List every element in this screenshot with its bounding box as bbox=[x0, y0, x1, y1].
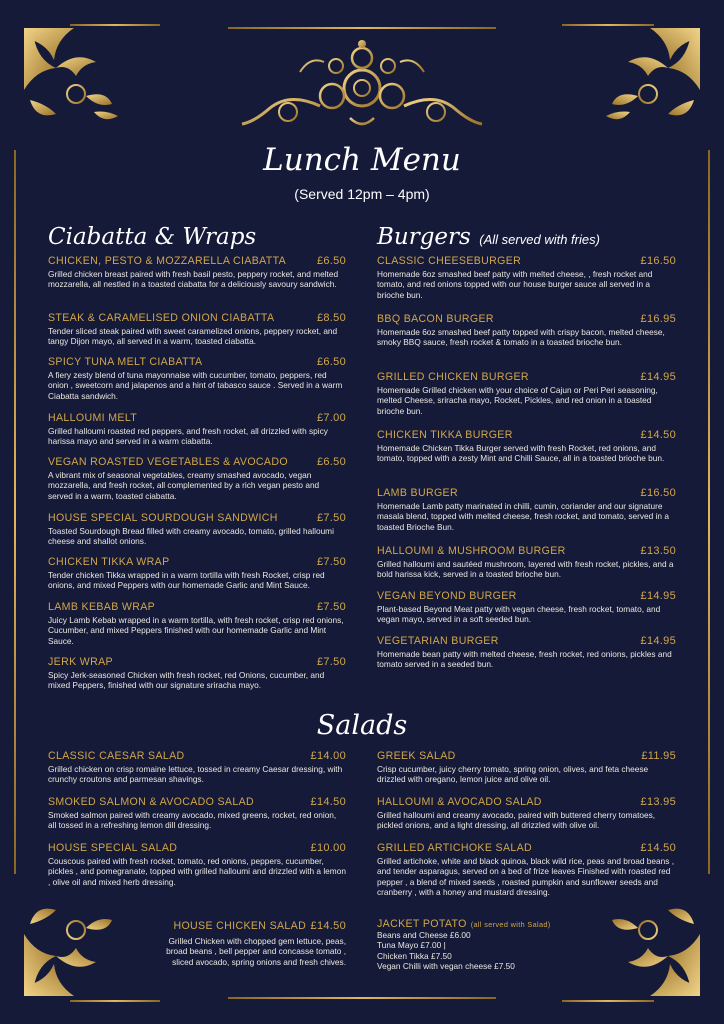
item-price: £14.95 bbox=[640, 635, 676, 647]
item-description: Homemade 6oz smashed beef patty with melted cheese, , fresh rocket and tomato, and red onions topped with our house burger sauce all served in a brioche bun. bbox=[377, 269, 653, 300]
item-price: £16.50 bbox=[640, 487, 676, 499]
menu-item bbox=[48, 356, 346, 401]
item-price: £13.50 bbox=[640, 545, 676, 557]
menu-item bbox=[377, 487, 676, 532]
item-name: CHICKEN TIKKA WRAP bbox=[48, 556, 170, 568]
header-swirl-ornament-icon bbox=[240, 36, 484, 132]
item-price: £14.95 bbox=[640, 371, 676, 383]
jacket-option: Tuna Mayo £7.00 | bbox=[377, 940, 446, 951]
jacket-option: Vegan Chilli with vegan cheese £7.50 bbox=[377, 961, 515, 972]
item-name: VEGETARIAN BURGER bbox=[377, 635, 499, 647]
menu-item bbox=[377, 313, 676, 348]
burgers-note: (All served with fries) bbox=[479, 232, 600, 247]
jacket-option: Beans and Cheese £6.00 bbox=[377, 930, 471, 940]
item-description: Homemade 6oz smashed beef patty topped with crispy bacon, melted cheese, smoky BBQ sauce, fresh rocket & tomato in a toasted brioche bun. bbox=[377, 327, 665, 348]
item-description: Spicy Jerk-seasoned Chicken with fresh rocket, red Onions, cucumber, and mixed Peppers, finished with our signature sriracha mayo. bbox=[48, 670, 325, 691]
item-description: Plant-based Beyond Meat patty with vegan cheese, fresh rocket, tomato, and vegan mayo, served in a soft seeded bun. bbox=[377, 604, 661, 625]
item-description: Grilled Chicken with chopped gem lettuce, peas, broad beans , bell pepper and concasse tomato , sliced avocado, spring onions and fresh chives. bbox=[166, 936, 346, 967]
item-price: £16.50 bbox=[640, 255, 676, 267]
item-description: Toasted Sourdough Bread filled with creamy avocado, tomato, grilled halloumi cheese and shallot onions. bbox=[48, 526, 334, 547]
item-description: Tender sliced steak paired with sweet caramelized onions, peppery rocket, and tangy Dijon mayo, all served in a warm, toasted ciabatta. bbox=[48, 326, 338, 347]
item-description: Grilled artichoke, white and black quinoa, black wild rice, peas and broad beans , and tender asparagus, served on a bed of frize leaves Finished with roasted red pepper , a blend of mixed seeds , roasted pumpkin and sunflower seeds and cranberry , with a honey and mustard dressing. bbox=[377, 856, 675, 898]
corner-flourish-top-left-icon bbox=[16, 20, 136, 130]
right-border-line bbox=[708, 150, 710, 874]
item-name: BBQ BACON BURGER bbox=[377, 313, 494, 325]
item-description: Tender chicken Tikka wrapped in a warm tortilla with fresh Rocket, crisp red onions, and mixed Peppers with our homemade Garlic and Mint Sauce. bbox=[48, 570, 325, 591]
menu-item bbox=[48, 601, 346, 646]
left-border-line bbox=[14, 150, 16, 874]
menu-item bbox=[377, 545, 676, 580]
menu-item bbox=[377, 255, 676, 300]
item-description: Grilled halloumi and sautéed mushroom, layered with fresh rocket, pickles, and a bold harissa kick, served in a toasted brioche bun. bbox=[377, 559, 674, 580]
item-name: SPICY TUNA MELT CIABATTA bbox=[48, 356, 203, 368]
item-name: HOUSE SPECIAL SALAD bbox=[48, 842, 178, 854]
menu-item bbox=[48, 512, 346, 547]
item-price: £6.50 bbox=[316, 356, 346, 368]
item-description: Homemade Chicken Tikka Burger served with fresh Rocket, red onions, and tomato, topped with a zesty Mint and Chilli Sauce, all in a toasted brioche bun. bbox=[377, 443, 665, 464]
menu-item bbox=[48, 842, 346, 887]
ciabatta-section bbox=[48, 220, 346, 700]
item-description: Homemade Grilled chicken with your choice of Cajun or Peri Peri seasoning, melted Cheese, sriracha mayo, Rocket, Pickles, and red onion in a toasted brioche bun. bbox=[377, 385, 658, 416]
item-price: £10.00 bbox=[310, 842, 346, 854]
corner-flourish-top-right-icon bbox=[588, 20, 708, 130]
item-price: £14.00 bbox=[310, 750, 346, 762]
salads-right-column bbox=[377, 750, 676, 980]
item-name: CHICKEN, PESTO & MOZZARELLA CIABATTA bbox=[48, 255, 287, 267]
item-price: £8.50 bbox=[316, 312, 346, 324]
item-price: £14.50 bbox=[640, 842, 676, 854]
item-price: £7.00 bbox=[316, 412, 346, 424]
menu-item bbox=[377, 842, 676, 898]
menu-item bbox=[48, 412, 346, 447]
item-name: STEAK & CARAMELISED ONION CIABATTA bbox=[48, 312, 275, 324]
menu-title: Lunch Menu bbox=[263, 142, 461, 178]
menu-item bbox=[48, 796, 346, 831]
jacket-option: Chicken Tikka £7.50 bbox=[377, 950, 452, 961]
menu-item bbox=[377, 635, 676, 670]
item-price: £7.50 bbox=[316, 512, 346, 524]
item-description: Grilled halloumi roasted red peppers, and fresh rocket, all drizzled with spicy harissa mayo and served in a warm ciabatta. bbox=[48, 426, 328, 447]
item-name: LAMB KEBAB WRAP bbox=[48, 601, 156, 613]
item-name: CLASSIC CAESAR SALAD bbox=[48, 750, 185, 762]
item-name: HOUSE SPECIAL SOURDOUGH SANDWICH bbox=[48, 512, 278, 524]
ciabatta-heading: Ciabatta & Wraps bbox=[48, 224, 257, 250]
item-price: £13.95 bbox=[640, 796, 676, 808]
menu-item bbox=[377, 750, 676, 785]
salads-left-column bbox=[48, 750, 346, 900]
bottom-border-line bbox=[228, 997, 496, 999]
item-price: £11.95 bbox=[641, 750, 676, 762]
item-name: HOUSE CHICKEN SALAD bbox=[173, 920, 307, 932]
item-name: JERK WRAP bbox=[48, 656, 113, 668]
burgers-section bbox=[377, 220, 676, 680]
item-description: Grilled chicken on crisp romaine lettuce, tossed in creamy Caesar dressing, with crunchy croutons and parmesan shavings. bbox=[48, 764, 343, 785]
top-border-line bbox=[228, 27, 496, 29]
item-name: HALLOUMI & MUSHROOM BURGER bbox=[377, 545, 566, 557]
item-name: HALLOUMI MELT bbox=[48, 412, 138, 424]
item-description: Juicy Lamb Kebab wrapped in a warm tortilla, with fresh rocket, crisp red onions, Cucumber, and mixed Peppers finished with our homemade Garlic and Mint Sauce. bbox=[48, 615, 344, 646]
item-price: £6.50 bbox=[316, 456, 346, 468]
item-name: GRILLED CHICKEN BURGER bbox=[377, 371, 529, 383]
item-name: CHICKEN TIKKA BURGER bbox=[377, 429, 513, 441]
item-name: SMOKED SALMON & AVOCADO SALAD bbox=[48, 796, 254, 808]
item-price: £14.50 bbox=[640, 429, 676, 441]
item-description: Grilled chicken breast paired with fresh basil pesto, peppery rocket, and melted mozzarella, all nestled in a toasted ciabatta for a deliciously savoury sandwich. bbox=[48, 269, 339, 290]
item-description: Homemade bean patty with melted cheese, fresh rocket, red onions, pickles and tomato served in a seeded bun. bbox=[377, 649, 672, 670]
house-chicken-salad bbox=[160, 916, 346, 976]
item-name: LAMB BURGER bbox=[377, 487, 458, 499]
item-description: Grilled halloumi and creamy avocado, paired with buttered cherry tomatoes, pickled onions, and a light dressing, all drizzled with olive oil. bbox=[377, 810, 656, 831]
item-price: £14.50 bbox=[310, 796, 346, 808]
menu-item bbox=[48, 456, 346, 501]
menu-item bbox=[48, 255, 346, 290]
item-price: £16.95 bbox=[640, 313, 676, 325]
menu-item bbox=[377, 371, 676, 416]
item-name: JACKET POTATO bbox=[377, 918, 467, 930]
menu-item bbox=[377, 429, 676, 464]
menu-item bbox=[377, 590, 676, 625]
item-name: VEGAN ROASTED VEGETABLES & AVOCADO bbox=[48, 456, 288, 468]
item-description: A fiery zesty blend of tuna mayonnaise with cucumber, tomato, peppers, red onion , sweetcorn and jalapenos and a hint of tabasco sauce . Served in a warm Ciabatta sandwich. bbox=[48, 370, 343, 401]
menu-item bbox=[48, 656, 346, 691]
item-price: £7.50 bbox=[316, 556, 346, 568]
jacket-potato-note: (all served with Salad) bbox=[470, 920, 551, 929]
item-name: CLASSIC CHEESEBURGER bbox=[377, 255, 522, 267]
menu-item bbox=[48, 312, 346, 347]
item-name: GRILLED ARTICHOKE SALAD bbox=[377, 842, 533, 854]
menu-item bbox=[377, 796, 676, 831]
item-description: Homemade Lamb patty marinated in chilli, cumin, coriander and our signature masala blend, topped with melted cheese, fresh rocket, and tomato, served in a toasted Brioche Bun. bbox=[377, 501, 669, 532]
jacket-potato-item bbox=[377, 918, 676, 972]
item-price: £14.95 bbox=[640, 590, 676, 602]
item-price: £7.50 bbox=[316, 656, 346, 668]
item-description: Smoked salmon paired with creamy avocado, mixed greens, rocket, red onion, all tossed in a refreshing lemon dill dressing. bbox=[48, 810, 337, 831]
item-description: A vibrant mix of seasonal vegetables, creamy smashed avocado, vegan mozzarella, and fresh rocket, all complemented by a rich vegan pesto and served in a warm, toasted ciabatta. bbox=[48, 470, 320, 501]
item-name: HALLOUMI & AVOCADO SALAD bbox=[377, 796, 542, 808]
item-description: Crisp cucumber, juicy cherry tomato, spring onion, olives, and feta cheese drizzled with oregano, lemon juice and olive oil. bbox=[377, 764, 649, 785]
menu-item bbox=[48, 556, 346, 591]
item-price: £7.50 bbox=[316, 601, 346, 613]
item-price: £6.50 bbox=[316, 255, 346, 267]
corner-flourish-bottom-left-icon bbox=[16, 894, 136, 1004]
menu-subtitle: (Served 12pm – 4pm) bbox=[294, 186, 430, 202]
salads-heading: Salads bbox=[316, 710, 408, 741]
item-description: Couscous paired with fresh rocket, tomato, red onions, peppers, cucumber, pickles , and pomegranate, topped with grilled halloumi and drizzled with a lemon , olive oil and mixed herb dressing. bbox=[48, 856, 346, 887]
burgers-heading: Burgers bbox=[377, 224, 471, 250]
menu-item bbox=[48, 750, 346, 785]
item-name: VEGAN BEYOND BURGER bbox=[377, 590, 517, 602]
item-name: GREEK SALAD bbox=[377, 750, 456, 762]
item-price: £14.50 bbox=[310, 920, 346, 932]
